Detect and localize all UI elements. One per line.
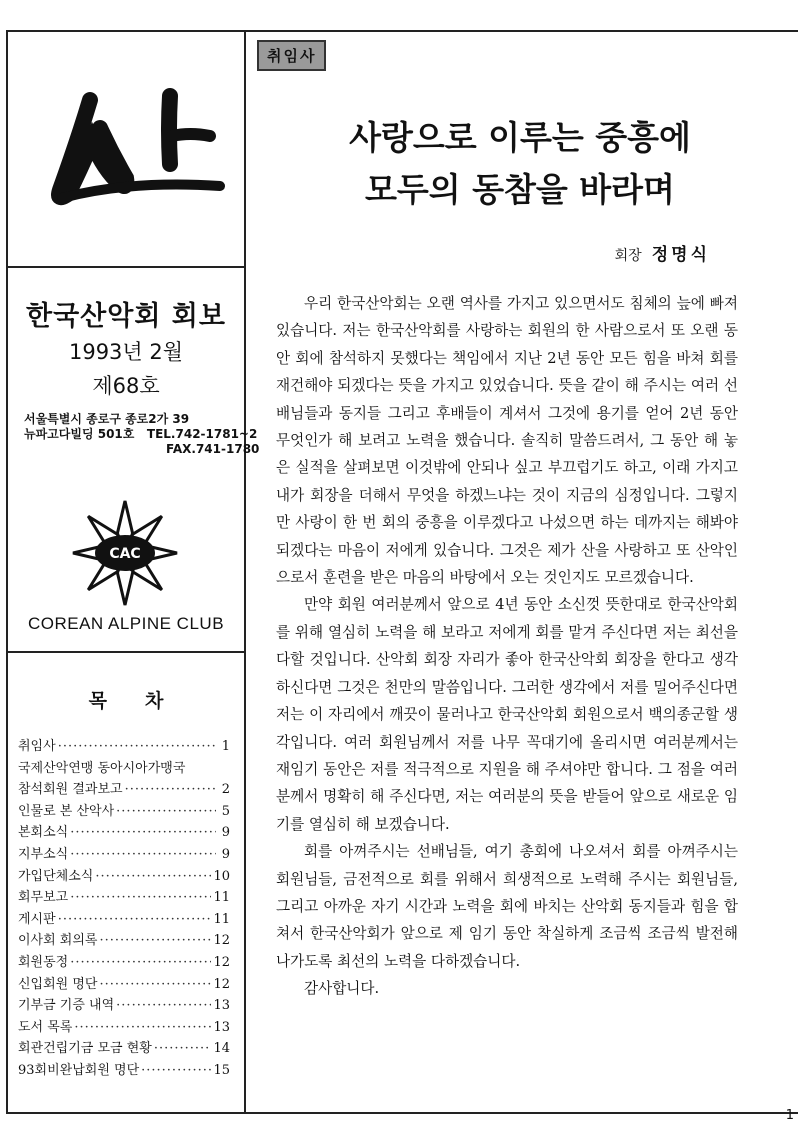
section-tag: 취임사 [257, 40, 326, 71]
club-address: 서울특별시 종로구 종로2가 39 뉴파고다빌딩 501호 TEL.742-1781~2 FAX.741-1780 [24, 412, 260, 456]
table-of-contents [18, 735, 230, 1081]
byline [615, 240, 710, 265]
toc-item: 93회비완납회원 명단 ····· 15 [18, 1059, 230, 1081]
club-name-english: COREAN ALPINE CLUB [27, 614, 225, 633]
logo-text: 산 [20, 80, 21, 81]
article-paragraph: 우리 한국산악회는 오랜 역사를 가지고 있으면서도 침체의 늪에 빠져 있습니다. 저는 한국산악회를 사랑하는 회원의 한 사람으로서 또 오랜 동안 회에 참석하지 못했다는 책임에서 지난 2년 동안 모든 힘을 바쳐 회를 재건해야 되겠다는 뜻을 가지고 있었습니다. 뜻을 같이 해 주시는 여러 선배님들과 동지들 그리고 후배들이 계셔서 그것에 용기를 얻어 2년 동안 무엇인가 해 보려고 노력을 했습니다. 솔직히 말씀드려서, 그 동안 해 놓은 실적을 살펴보면 이것밖에 안되나 싶고 부끄럽기도 하고, 이래 가지고 내가 회장을 더해서 무엇을 하겠느냐는 것이 지금의 심정입니다. 그렇지만 사랑이 한 번 회의 중흥을 이루겠다고 나섰으면 하는 데까지는 해봐야 되겠다는 마음이 저에게 있습니다. 그것은 제가 산을 사랑하고 또 산악인으로서 훈련을 받은 마음의 바탕에서 오는 것인지도 모르겠습니다. [276, 295, 738, 587]
toc-item: 지부소식 ····· 9 [18, 843, 230, 865]
toc-item: 기부금 기증 내역 ····· 13 [18, 994, 230, 1016]
toc-item: 국제산악연맹 동아시아가맹국 [18, 760, 186, 776]
edelweiss-emblem-icon [66, 498, 184, 608]
toc-item: 인물로 본 산악사 ····· 5 [18, 800, 230, 822]
column-divider [244, 30, 246, 1114]
sidebar-divider-2 [6, 651, 246, 653]
toc-item: 본회소식 ····· 9 [18, 821, 230, 843]
toc-item: 도서 목록 ····· 13 [18, 1016, 230, 1038]
article-paragraph: 만약 회원 여러분께서 앞으로 4년 동안 소신껏 뜻한대로 한국산악회를 위해 열심히 노력을 해 보라고 저에게 회를 맡겨 주신다면 저는 최선을 다할 것입니다. 산악회 회장 자리가 좋아 한국산악회 회장을 한다고 생각하신다면 그것은 천만의 말씀입니다. 그러한 생각에서 저를 밀어주신다면 저는 이 자리에서 깨끗이 물러나고 한국산악회 회원으로서 백의종군할 생각입니다. 여러 회원님께서 저를 나무 꼭대기에 올리시면 여러분께서는 재임기 동안은 저를 적극적으로 지원을 해 주셔야만 합니다. 그 점을 여러분께서 명확히 해 주신다면, 저는 여러분의 뜻을 받들어 앞으로 새로운 임기를 열심히 해 보겠습니다. [276, 596, 738, 833]
page-number: 1 [785, 1108, 794, 1123]
byline-role: 회장 [614, 248, 642, 264]
toc-item: 게시판 ····· 11 [18, 908, 230, 930]
toc-item: 신입회원 명단 ····· 12 [18, 973, 230, 995]
emblem-text: CAC [109, 546, 141, 562]
article-paragraph: 회를 아껴주시는 선배님들, 여기 총회에 나오셔서 회를 아껴주시는 회원님들, 금전적으로 회를 위해서 희생적으로 노력해 주시는 회원님들, 그리고 아까운 자기 시간과 노력을 회에 바치는 산악회 동지들과 힘을 합쳐서 한국산악회가 앞으로 제 임기 동안 착실하게 조금씩 조금씩 발전해 나가도록 최선의 노력을 다하겠습니다. [276, 843, 738, 970]
article-headline [260, 112, 780, 216]
article-body [276, 290, 738, 1003]
toc-item: 회무보고 ····· 11 [18, 886, 230, 908]
club-title: 한국산악회 회보 [26, 301, 226, 332]
headline-line-1: 사랑으로 이루는 중흥에 [349, 118, 691, 157]
calligraphy-logo [20, 80, 230, 210]
toc-title: 목차 [88, 690, 202, 712]
issue-number: 제68호 [92, 374, 160, 398]
headline-line-2: 모두의 동참을 바라며 [365, 170, 675, 209]
toc-item: 가입단체소식 ····· 10 [18, 865, 230, 887]
article-paragraph: 감사합니다. [304, 980, 380, 998]
sidebar-divider-1 [6, 266, 246, 268]
byline-name: 정명식 [651, 245, 710, 265]
toc-item: 회원동정 ····· 12 [18, 951, 230, 973]
toc-item: 이사회 회의록 ····· 12 [18, 929, 230, 951]
toc-item: 참석회원 결과보고 ····· 2 [18, 778, 230, 800]
toc-item: 회관건립기금 모금 현황 ····· 14 [18, 1037, 230, 1059]
issue-date: 1993년 2월 [68, 340, 184, 364]
toc-item: 취임사 ····· 1 [18, 735, 230, 757]
